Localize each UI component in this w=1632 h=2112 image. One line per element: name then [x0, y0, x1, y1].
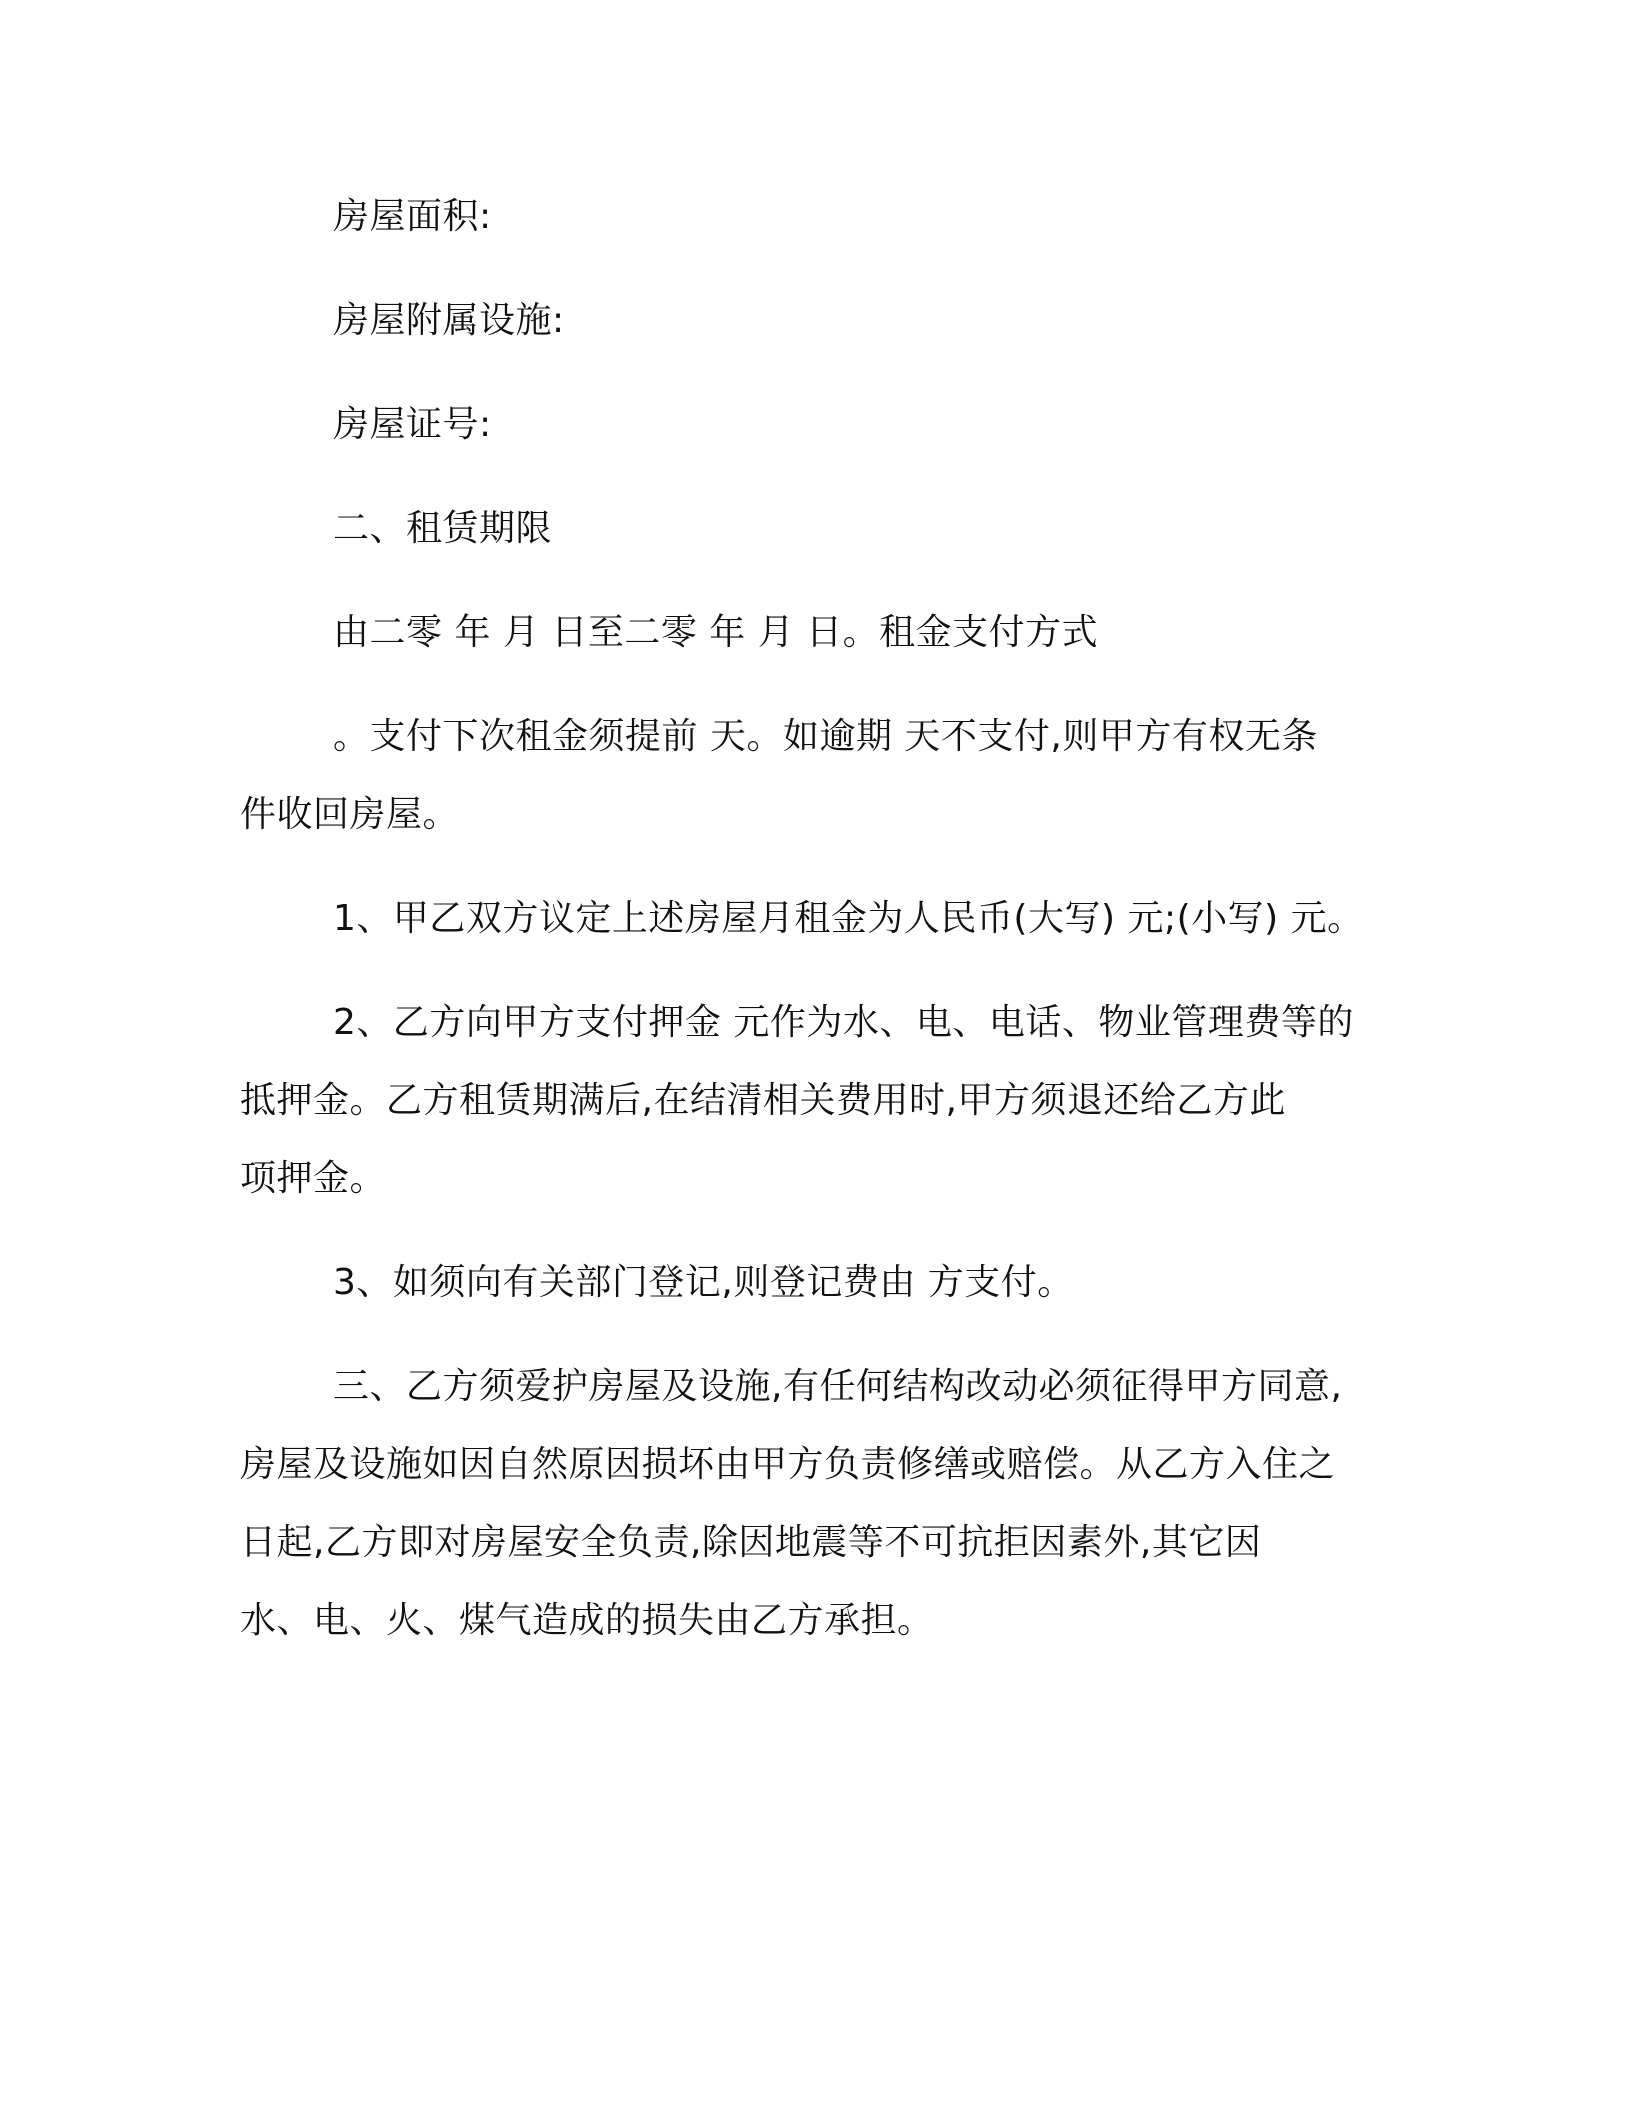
section-3-maintenance-line4: 水、电、火、煤气造成的损失由乙方承担。	[240, 1600, 934, 1641]
section-3-maintenance-line2: 房屋及设施如因自然原因损坏由甲方负责修缮或赔偿。从乙方入住之	[240, 1444, 1336, 1485]
paragraph-payment-line2: 件收回房屋。	[240, 794, 460, 835]
field-house-area: 房屋面积:	[333, 196, 492, 237]
paragraph-payment-line1: 。支付下次租金须提前 天。如逾期 天不支付,则甲方有权无条	[333, 716, 1318, 757]
clause-2-deposit-line1: 2、乙方向甲方支付押金 元作为水、电、电话、物业管理费等的	[333, 1002, 1354, 1043]
field-house-certificate: 房屋证号:	[333, 404, 492, 445]
clause-3-registration: 3、如须向有关部门登记,则登记费由 方支付。	[333, 1262, 1074, 1303]
paragraph-lease-term: 由二零 年 月 日至二零 年 月 日。租金支付方式	[333, 612, 1099, 653]
field-house-facilities: 房屋附属设施:	[333, 300, 565, 341]
section-3-maintenance-line3: 日起,乙方即对房屋安全负责,除因地震等不可抗拒因素外,其它因	[240, 1522, 1262, 1563]
clause-2-deposit-line3: 项押金。	[240, 1158, 387, 1199]
clause-1-rent: 1、甲乙双方议定上述房屋月租金为人民币(大写) 元;(小写) 元。	[333, 898, 1364, 939]
section-heading-lease-term: 二、租赁期限	[333, 508, 553, 549]
section-3-maintenance-line1: 三、乙方须爱护房屋及设施,有任何结构改动必须征得甲方同意,	[333, 1366, 1343, 1407]
clause-2-deposit-line2: 抵押金。乙方租赁期满后,在结清相关费用时,甲方须退还给乙方此	[240, 1080, 1286, 1121]
